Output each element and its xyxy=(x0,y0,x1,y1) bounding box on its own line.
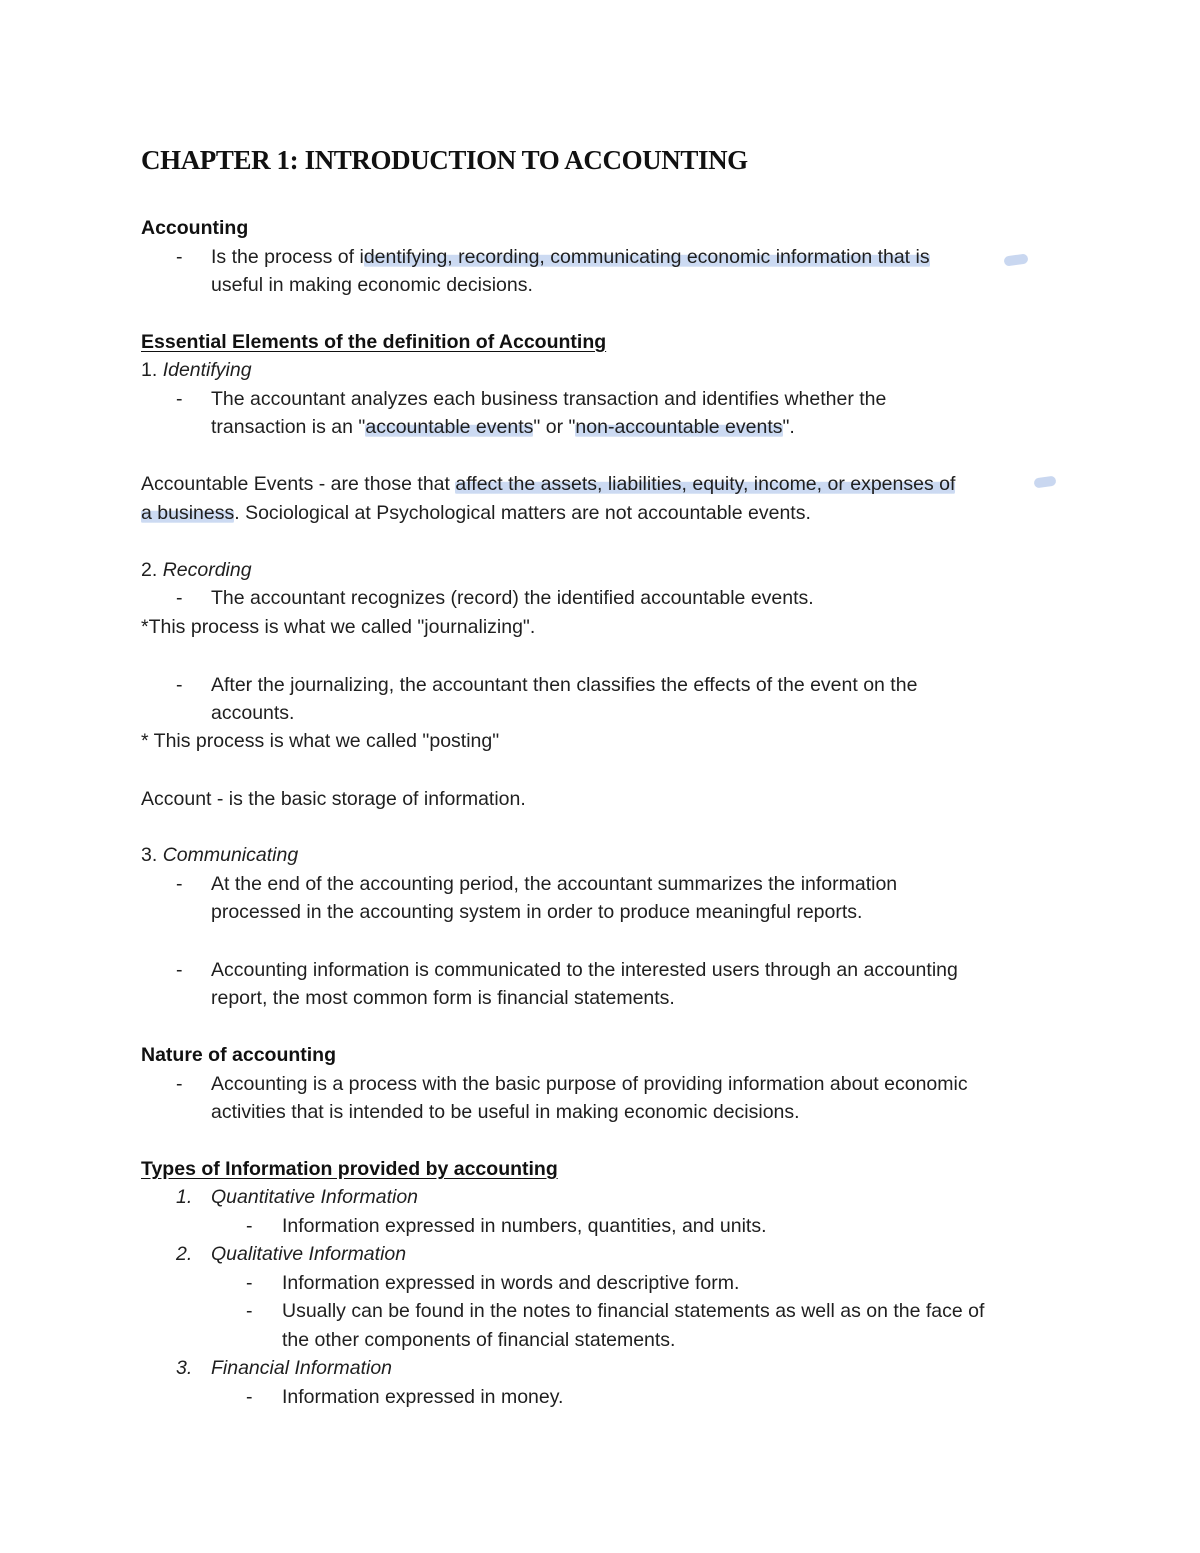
bullet-dash: - xyxy=(246,1386,253,1408)
page-title: CHAPTER 1: INTRODUCTION TO ACCOUNTING xyxy=(141,145,748,175)
item-number: 2. xyxy=(141,559,158,581)
bullet-dash: - xyxy=(176,587,183,609)
type-item-label: Financial Information xyxy=(211,1357,393,1379)
type-item-number: 1. xyxy=(176,1186,193,1208)
text-segment: . Sociological at Psychological matters are not accountable events. xyxy=(234,502,811,524)
identifying-item xyxy=(141,356,252,384)
bullet-dash: - xyxy=(176,246,183,268)
bullet-dash: - xyxy=(176,388,183,410)
bullet-dash: - xyxy=(246,1300,253,1322)
bullet-dash: - xyxy=(246,1272,253,1294)
type-item-label: Qualitative Information xyxy=(211,1243,407,1265)
account-definition: Account - is the basic storage of information. xyxy=(141,788,526,810)
nature-line2: activities that is intended to be useful in making economic decisions. xyxy=(211,1101,800,1123)
identifying-line1: The accountant analyzes each business transaction and identifies whether the xyxy=(211,388,887,410)
text-segment: " or " xyxy=(533,416,576,438)
bullet-dash: - xyxy=(176,674,183,696)
recording-item xyxy=(141,556,252,584)
text-segment: ". xyxy=(782,416,795,438)
item-number: 3. xyxy=(141,844,158,866)
types-heading: Types of Information provided by accounting xyxy=(141,1158,558,1180)
recording-note2: * This process is what we called "posting" xyxy=(141,730,500,752)
bullet-dash: - xyxy=(176,873,183,895)
highlighted-text: affect the assets, liabilities, equity, income, or expenses of xyxy=(455,473,956,495)
recording-bullet2-line1: After the journalizing, the accountant then classifies the effects of the event on the xyxy=(211,674,918,696)
recording-bullet1: The accountant recognizes (record) the identified accountable events. xyxy=(211,587,814,609)
communicating-bullet1-line2: processed in the accounting system in order to produce meaningful reports. xyxy=(211,901,863,923)
recording-bullet2-line2: accounts. xyxy=(211,702,295,724)
highlighted-text: non-accountable events xyxy=(575,416,783,438)
text-segment: transaction is an " xyxy=(211,416,366,438)
communicating-bullet2-line1: Accounting information is communicated to the interested users through an accounting xyxy=(211,959,958,981)
bullet-dash: - xyxy=(176,1073,183,1095)
type-item-number: 3. xyxy=(176,1357,193,1379)
text-segment: Accountable Events - are those that xyxy=(141,473,456,495)
accounting-heading: Accounting xyxy=(141,217,249,239)
highlight-stroke xyxy=(1003,253,1028,266)
item-label: Recording xyxy=(162,559,252,581)
type-bullet: Information expressed in money. xyxy=(282,1386,564,1408)
type-bullet: Information expressed in numbers, quantities, and units. xyxy=(282,1215,767,1237)
item-label: Identifying xyxy=(162,359,252,381)
item-number: 1. xyxy=(141,359,158,381)
accounting-definition-line1 xyxy=(211,243,930,271)
communicating-item xyxy=(141,841,298,869)
highlight-stroke xyxy=(1033,476,1056,489)
definition-text: Is the process of i xyxy=(211,246,364,268)
accountable-events-line2 xyxy=(141,499,811,527)
accounting-definition-line2: useful in making economic decisions. xyxy=(211,274,533,296)
recording-note1: *This process is what we called "journalizing". xyxy=(141,616,536,638)
highlighted-text: dentifying, recording, communicating economic information that is xyxy=(363,246,930,268)
communicating-bullet1-line1: At the end of the accounting period, the accountant summarizes the information xyxy=(211,873,898,895)
essential-elements-heading: Essential Elements of the definition of Accounting xyxy=(141,331,607,353)
bullet-dash: - xyxy=(246,1215,253,1237)
type-bullet-continued: the other components of financial statements. xyxy=(282,1329,676,1351)
accountable-events-line1 xyxy=(141,470,955,498)
type-item-label: Quantitative Information xyxy=(211,1186,419,1208)
highlighted-text: a business xyxy=(141,502,235,524)
communicating-bullet2-line2: report, the most common form is financial statements. xyxy=(211,987,675,1009)
type-item-number: 2. xyxy=(176,1243,193,1265)
item-label: Communicating xyxy=(162,844,299,866)
nature-heading: Nature of accounting xyxy=(141,1044,337,1066)
bullet-dash: - xyxy=(176,959,183,981)
nature-line1: Accounting is a process with the basic purpose of providing information about economic xyxy=(211,1073,968,1095)
highlighted-text: accountable events xyxy=(365,416,534,438)
type-bullet: Usually can be found in the notes to financial statements as well as on the face of xyxy=(282,1300,985,1322)
type-bullet: Information expressed in words and descriptive form. xyxy=(282,1272,740,1294)
identifying-line2 xyxy=(211,413,795,441)
